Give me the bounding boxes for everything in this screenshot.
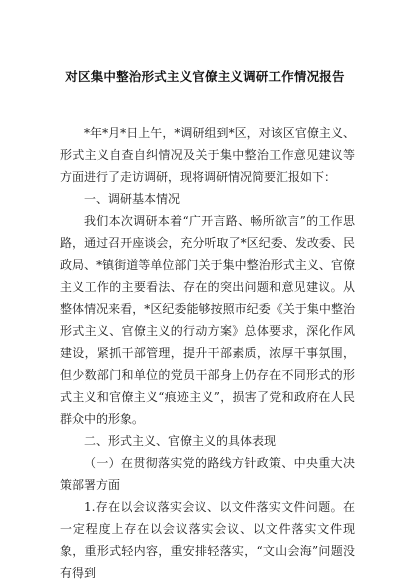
paragraph-research-overview: 我们本次调研本着“广开言路、畅所欲言”的工作思路，通过召开座谈会，充分听取了*区纪委、发改委、民政局、*镇街道等单位部门关于集中整治形式主义、官僚主义工作的主要看法、存在的突出问题和意见建议。从整体情况来看，*区纪委能够按照市纪委《关于集中整治形式主义、官僚主义的行动方案》总体要求，深化作风建设，紧抓干部管理，提升干部素质，浓厚干事氛围，但少数部门和单位的党员干部身上仍存在不同形式的形式主义和官僚主义“痕迹主义”，损害了党和政府在人民群众中的形象。 <box>60 214 355 426</box>
document-body <box>60 122 355 584</box>
paragraph-intro: *年*月*日上午，*调研组到*区，对该区官僚主义、形式主义自查自纠情况及关于集中整治工作意见建议等方面进行了走访调研，现将调研情况简要汇报如下： <box>60 126 355 184</box>
subsection-heading-1: （一）在贯彻落实党的路线方针政策、中央重大决策部署方面 <box>60 456 355 492</box>
document-title: 对区集中整治形式主义官僚主义调研工作情况报告 <box>65 69 345 84</box>
section-heading-2: 二、形式主义、官僚主义的具体表现 <box>84 434 277 448</box>
paragraph-item-1: 1.存在以会议落实会议、以文件落实文件问题。在一定程度上存在以会议落实会议、以文件落实文件现象，重形式轻内容，重安排轻落实，“文山会海”问题没有得到 <box>60 500 355 580</box>
section-heading-1: 一、调研基本情况 <box>84 192 181 206</box>
